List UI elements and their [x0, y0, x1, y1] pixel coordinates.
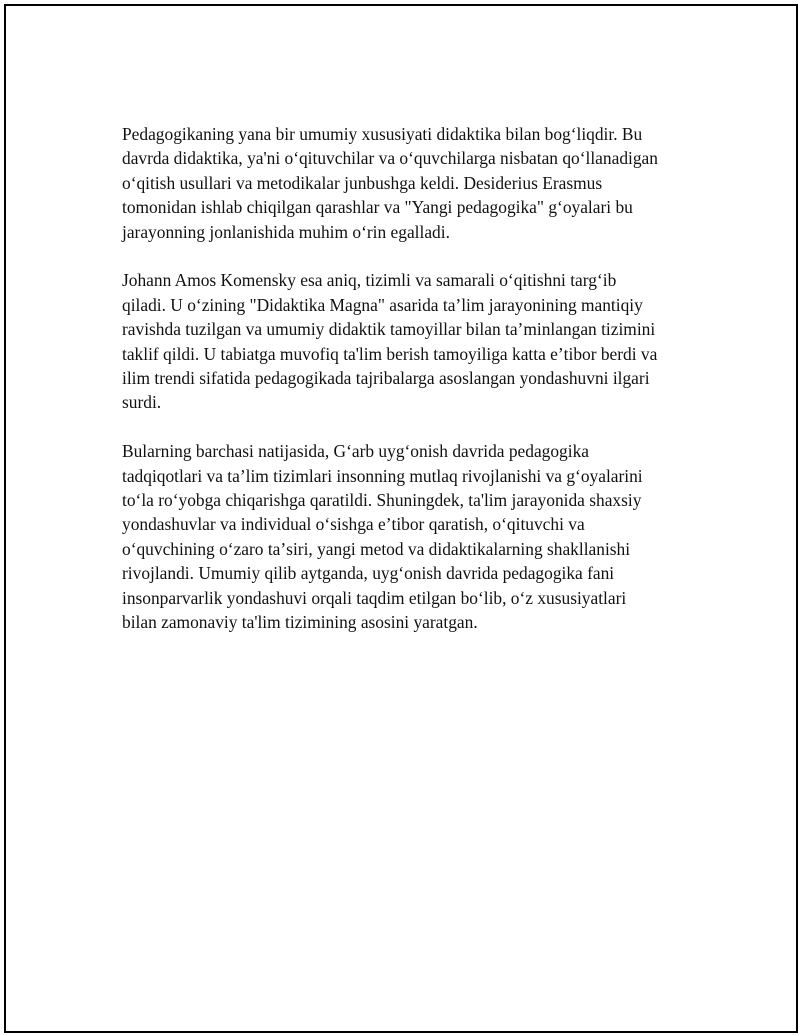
text-line: toʻla roʻyobga chiqarishga qaratildi. Shuningdek, ta'lim jarayonida shaxsiy	[122, 490, 642, 511]
text-line: taklif qildi. U tabiatga muvofiq ta'lim berish tamoyiliga katta eʼtibor berdi va	[122, 343, 658, 364]
text-line: rivojlandi. Umumiy qilib aytganda, uygʻonish davrida pedagogika fani	[122, 563, 615, 584]
page-frame	[4, 4, 798, 1033]
text-line: Bularning barchasi natijasida, Gʻarb uygʻonish davrida pedagogika	[122, 441, 589, 462]
text-line: yondashuvlar va individual oʻsishga eʼtibor qaratish, oʻqituvchi va	[122, 514, 585, 535]
text-line: surdi.	[122, 392, 162, 413]
text-line: oʻqitish usullari va metodikalar junbushga keldi. Desiderius Erasmus	[122, 172, 603, 193]
text-line: Pedagogikaning yana bir umumiy xususiyati didaktika bilan bogʻliqdir. Bu	[122, 124, 643, 144]
text-line: bilan zamonaviy ta'lim tizimining asosini yaratgan.	[122, 612, 478, 633]
text-line: davrda didaktika, ya'ni oʻqituvchilar va oʻquvchilarga nisbatan qoʻllanadigan	[122, 148, 658, 169]
document-body	[122, 122, 712, 659]
paragraph-3	[122, 439, 712, 634]
text-line: insonparvarlik yondashuvi orqali taqdim etilgan boʻlib, oʻz xususiyatlari	[122, 587, 627, 608]
text-line: jarayonning jonlanishida muhim oʻrin egalladi.	[122, 221, 450, 242]
paragraph-2	[122, 268, 712, 414]
text-line: Johann Amos Komensky esa aniq, tizimli va samarali oʻqitishni targʻib	[122, 270, 617, 291]
text-line: ilim trendi sifatida pedagogikada tajribalarga asoslangan yondashuvni ilgari	[122, 368, 650, 389]
text-line: oʻquvchining oʻzaro taʼsiri, yangi metod va didaktikalarning shakllanishi	[122, 538, 631, 559]
paragraph-1	[122, 122, 712, 244]
text-line: tomonidan ishlab chiqilgan qarashlar va "Yangi pedagogika" gʻoyalari bu	[122, 197, 633, 218]
text-line: qiladi. U oʻzining "Didaktika Magna" asarida taʼlim jarayonining mantiqiy	[122, 294, 643, 315]
text-line: tadqiqotlari va taʼlim tizimlari insonning mutlaq rivojlanishi va gʻoyalarini	[122, 465, 643, 486]
text-line: ravishda tuzilgan va umumiy didaktik tamoyillar bilan taʼminlangan tizimini	[122, 319, 656, 340]
